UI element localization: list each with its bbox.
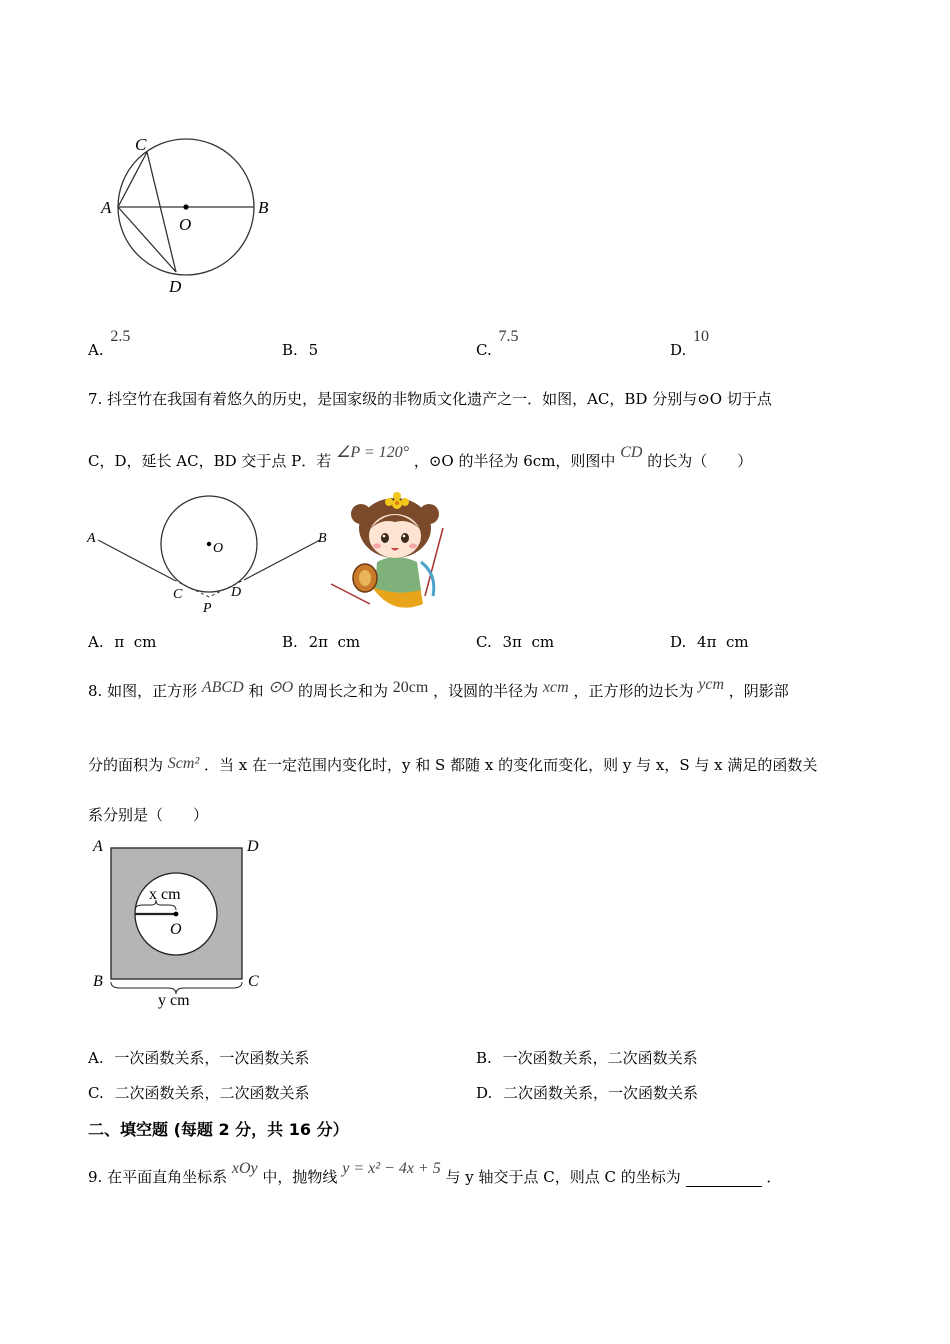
- q6-label-a: A: [101, 198, 112, 217]
- q7-option-d-letter: D.: [670, 633, 687, 651]
- q9-answer-blank[interactable]: [686, 1172, 762, 1187]
- q8-option-d: [476, 1082, 698, 1103]
- q7-line2-c: 的长为（ ）: [647, 452, 753, 470]
- q6-option-a-value: 2.5: [110, 328, 131, 345]
- q6-label-b: B: [258, 198, 269, 217]
- q8-line1-d: ，设圆的半径为: [433, 682, 539, 700]
- q8-label-c: C: [248, 973, 259, 990]
- q8-label-d: D: [247, 838, 259, 855]
- q7-option-d: [670, 633, 749, 651]
- q8-scm: Scm²: [167, 755, 200, 772]
- q7-angle: ∠P = 120°: [336, 444, 410, 461]
- q8-line1-f: ，阴影部: [728, 682, 789, 700]
- q7-center-dot: [207, 542, 211, 546]
- q7-label-d: D: [231, 585, 242, 600]
- cartoon-girl-illustration: [325, 492, 455, 617]
- q8-label-y: y cm: [158, 992, 190, 1009]
- q6-option-b-letter: B.: [282, 341, 298, 359]
- q8-option-c-text: 二次函数关系，二次函数关系: [114, 1084, 310, 1102]
- q8-square-figure: [88, 833, 273, 1013]
- q6-option-b: [282, 341, 318, 359]
- q8-total: 20cm: [392, 679, 429, 696]
- q8-line2: [88, 754, 817, 775]
- q7-label-p: P: [203, 601, 212, 616]
- q7-option-d-text: 4π cm: [697, 633, 749, 651]
- q7-line2-a: C，D，延长 AC，BD 交于点 P．若: [88, 452, 332, 470]
- q8-circle-o: ⊙O: [268, 679, 294, 696]
- q8-label-a: A: [93, 838, 103, 855]
- q7-label-a: A: [87, 531, 96, 546]
- q8-option-b-letter: B.: [476, 1049, 492, 1067]
- q6-option-d-letter: D.: [670, 341, 687, 359]
- q7-tangent-bd: [244, 540, 320, 580]
- q6-chord-cd: [147, 152, 176, 272]
- q8-option-b-text: 一次函数关系，二次函数关系: [502, 1049, 698, 1067]
- q8-option-b: [476, 1047, 698, 1068]
- q6-label-d: D: [169, 277, 182, 295]
- q8-line1-a: 8. 如图，正方形: [88, 682, 198, 700]
- q9-part-a: 9. 在平面直角坐标系: [88, 1168, 228, 1186]
- q9-part-b: 中，抛物线: [262, 1168, 338, 1186]
- section2-heading: 二、填空题 (每题 2 分，共 16 分）: [88, 1120, 349, 1139]
- q7-option-c-letter: C.: [476, 633, 492, 651]
- q8-option-c: [88, 1082, 310, 1103]
- q6-option-c-value: 7.5: [498, 328, 519, 345]
- q6-circle-figure: [95, 130, 285, 295]
- q7-tangent-figure: [85, 492, 335, 617]
- q8-line1-b: 和: [248, 682, 264, 700]
- q7-tangent-ac: [98, 540, 174, 580]
- q7-label-c: C: [173, 587, 183, 602]
- q9-equation: y = x² − 4x + 5: [342, 1160, 441, 1177]
- q6-option-b-value: 5: [308, 341, 319, 359]
- q8-option-a-letter: A.: [88, 1049, 104, 1067]
- q6-option-d-value: 10: [693, 328, 710, 345]
- q8-option-d-letter: D.: [476, 1084, 493, 1102]
- q8-ycm: ycm: [698, 676, 725, 693]
- q7-option-a: [88, 633, 156, 651]
- q7-line1: 7. 抖空竹在我国有着悠久的历史，是国家级的非物质文化遗产之一．如图，AC，BD 分别与⊙O 切于点: [88, 390, 772, 408]
- q7-option-a-letter: A.: [88, 633, 104, 651]
- q8-label-x: x cm: [149, 886, 181, 903]
- q8-line2-a: 分的面积为: [88, 756, 164, 774]
- q7-option-a-text: π cm: [114, 633, 157, 651]
- q7-line2: [88, 444, 753, 471]
- q7-line2-b: ，⊙O 的半径为 6cm，则图中: [413, 452, 616, 470]
- q6-option-d: [670, 328, 710, 360]
- q8-line1-c: 的周长之和为: [297, 682, 388, 700]
- q9-end: ．: [766, 1168, 782, 1186]
- q6-option-c-letter: C.: [476, 341, 492, 359]
- q8-xcm: xcm: [542, 679, 569, 696]
- q8-label-b: B: [93, 973, 103, 990]
- q6-option-a-letter: A.: [88, 341, 104, 359]
- q8-line1-e: ，正方形的边长为: [573, 682, 694, 700]
- q7-arc-cd: CD: [620, 444, 643, 461]
- q7-label-b: B: [318, 531, 327, 546]
- q7-option-b-letter: B.: [282, 633, 298, 651]
- q6-option-a: [88, 328, 131, 360]
- q7-label-o: O: [213, 541, 224, 556]
- q9-part-c: 与 y 轴交于点 C，则点 C 的坐标为: [445, 1168, 681, 1186]
- q8-line1: [88, 676, 789, 701]
- q8-line3: 系分别是（ ）: [88, 806, 209, 824]
- q6-label-c: C: [135, 135, 147, 154]
- q8-option-c-letter: C.: [88, 1084, 104, 1102]
- q8-center-dot: [174, 912, 179, 917]
- q8-line2-b: ．当 x 在一定范围内变化时，y 和 S 都随 x 的变化而变化，则 y 与 x，S 与 x 满足的函数关: [204, 756, 818, 774]
- q9-xoy: xOy: [231, 1160, 258, 1177]
- q6-label-o: O: [179, 215, 192, 234]
- q7-option-c-text: 3π cm: [502, 633, 555, 651]
- q9-line: [88, 1160, 782, 1187]
- q7-option-b: [282, 633, 360, 651]
- q6-center-dot: [183, 204, 188, 209]
- q8-option-a: [88, 1047, 309, 1068]
- q8-label-o: O: [170, 921, 182, 938]
- q8-option-d-text: 二次函数关系，一次函数关系: [503, 1084, 699, 1102]
- q8-abcd: ABCD: [201, 679, 244, 696]
- q7-option-c: [476, 633, 554, 651]
- q6-option-c: [476, 328, 519, 360]
- q7-option-b-text: 2π cm: [308, 633, 361, 651]
- q6-chord-ac: [118, 152, 147, 207]
- q8-option-a-text: 一次函数关系，一次函数关系: [114, 1049, 310, 1067]
